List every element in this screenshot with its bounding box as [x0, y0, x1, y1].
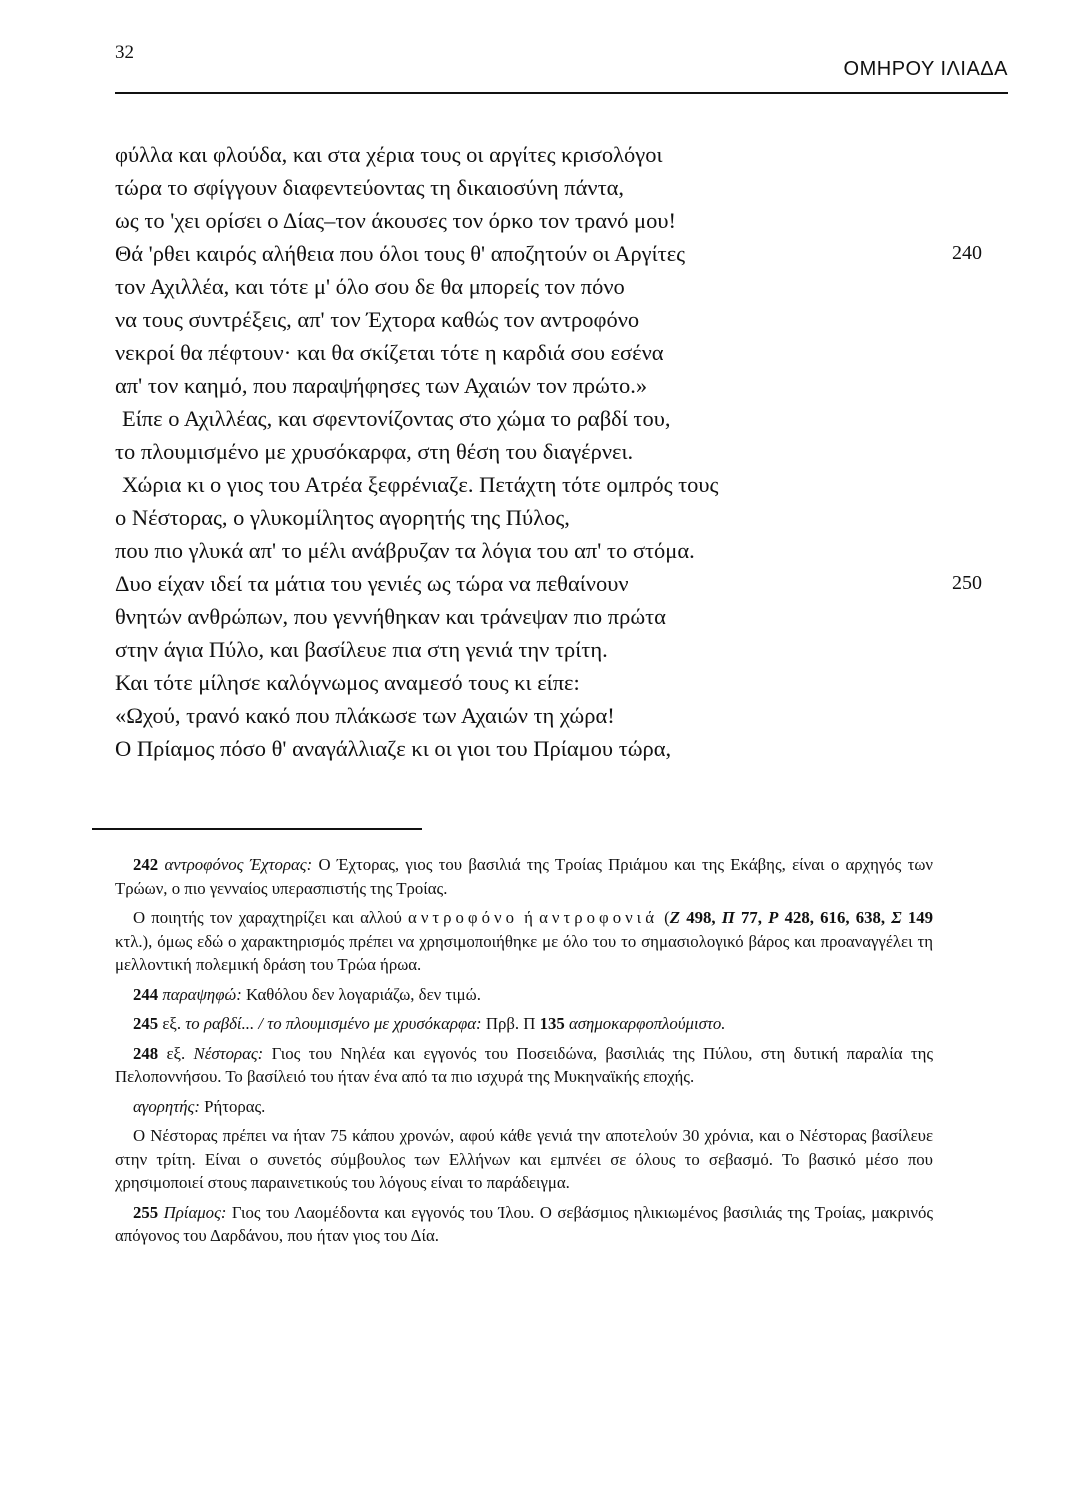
- verse-line: [115, 435, 1008, 468]
- running-title: ΟΜΗΡΟΥ ΙΛΙΑΔΑ: [843, 58, 1008, 80]
- footnote-text: εξ.: [158, 1014, 186, 1033]
- footnote-lemma: Πρίαμος:: [163, 1202, 227, 1222]
- footnote-rule: [92, 828, 422, 830]
- footnote-ref: 245: [133, 1014, 159, 1033]
- book-ref: Ζ: [669, 908, 681, 927]
- footnotes: [115, 853, 933, 1254]
- book-ref: Σ: [891, 908, 902, 927]
- verse-line-text: θνητών ανθρώπων, που γεννήθηκαν και τράνεψαν πιο πρώτα: [115, 604, 666, 629]
- footnote-text: εξ.: [158, 1043, 194, 1063]
- line-number: 250: [952, 572, 982, 594]
- verse-ref: 149: [901, 908, 934, 927]
- verse-ref: 428, 616, 638,: [778, 908, 892, 927]
- verse-line: [115, 237, 1008, 270]
- footnote-248-continued: [115, 1124, 933, 1195]
- verse-line: [115, 699, 1008, 732]
- verse-line: [115, 270, 1008, 303]
- footnote-text: ή: [517, 908, 540, 927]
- page-number: 32: [115, 42, 134, 63]
- verse-line: [115, 204, 1008, 237]
- verse-ref: 498,: [680, 908, 722, 927]
- verse-line-text: τον Αχιλλέα, και τότε μ' όλο σου δε θα μπορείς τον πόνο: [115, 274, 625, 299]
- verse-line-text: τώρα το σφίγγουν διαφεντεύοντας τη δικαιοσύνη πάντα,: [115, 175, 625, 200]
- footnote-ref: 242: [133, 855, 159, 874]
- footnote-text: Ρήτορας.: [199, 1096, 266, 1116]
- verse-line: [115, 369, 1008, 402]
- verse-line-text: Ο Πρίαμος πόσο θ' αναγάλλιαζε κι οι γιοι του Πρίαμου τώρα,: [115, 736, 672, 761]
- verse-line-text: Δυο είχαν ιδεί τα μάτια του γενιές ως τώρα να πεθαίνουν: [115, 571, 629, 596]
- footnote-lemma: παραψηφώ:: [162, 984, 242, 1004]
- footnote-248-agoritis: [115, 1095, 933, 1119]
- verse-line-text: ο Νέστορας, ο γλυκομίλητος αγορητής της Πύλος,: [115, 505, 570, 530]
- verse-ref: 77,: [734, 908, 769, 927]
- footnote-text: Ο Νέστορας πρέπει να ήταν 75 κάπου χρονών, αφού κάθε γενιά την αποτελούν 30 χρόνια, και ο Νέστορας βασίλευε στην τρίτη. Είναι ο συνετός σύμβουλος των Ελλήνων και εμπνέει σε όλους το σεβασμό. Το βασικό μέσο που χρησιμοποιεί στους παραινετικούς του λόγους είναι το παράδειγμα.: [115, 1126, 933, 1192]
- verse-line: [115, 303, 1008, 336]
- verse-line: [115, 567, 1008, 600]
- verse-ref: 135: [539, 1014, 565, 1033]
- footnote-245: [115, 1012, 933, 1036]
- footnote-lemma: Νέστορας:: [193, 1043, 264, 1063]
- verse-line: [115, 138, 1008, 171]
- verse-line-text: που πιο γλυκά απ' το μέλι ανάβρυζαν τα λόγια του απ' το στόμα.: [115, 538, 695, 563]
- footnote-ref: 248: [133, 1043, 159, 1063]
- footnote-text: κτλ.), όμως εδώ ο χαρακτηρισμός πρέπει να χρησιμοποιήθηκε με όλο του το σημασιολογικό βάρος και προαναγγέλει τη μελλοντική πολεμική δράση του Τρώα ήρωα.: [115, 931, 933, 974]
- footnote-248: [115, 1042, 933, 1089]
- footnote-spaced-word: αντροφονιά: [539, 908, 658, 927]
- verse-line-text: Και τότε μίλησε καλόγνωμος αναμεσό τους κι είπε:: [115, 670, 580, 695]
- book-ref: Ρ: [768, 908, 779, 927]
- footnote-text: Ο ποιητής τον χαραχτηρίζει και αλλού: [133, 908, 409, 927]
- footnote-text: (: [657, 908, 670, 927]
- footnote-text: Γιος του Λαομέδοντα και εγγονός του Ίλου. Ο σεβάσμιος ηλικιωμένος βασιλιάς της Τροίας, μακρινός απόγονος του Δαρδάνου, που ήταν γιος του Δία.: [115, 1202, 933, 1245]
- footnote-lemma: ασημοκαρφοπλούμιστο.: [564, 1014, 726, 1033]
- footnote-spaced-word: αντροφόνο: [408, 908, 518, 927]
- verse-line-text: «Ωχού, τρανό κακό που πλάκωσε των Αχαιών τη χώρα!: [115, 703, 615, 728]
- line-number: 240: [952, 242, 982, 264]
- footnote-ref: 255: [133, 1202, 159, 1222]
- footnote-text: Πρβ. Π: [481, 1014, 540, 1033]
- verse-line: [115, 336, 1008, 369]
- book-ref: Π: [721, 908, 735, 927]
- verse-line-text: νεκροί θα πέφτουν· και θα σκίζεται τότε η καρδιά σου εσένα: [115, 340, 664, 365]
- verse-line: [115, 501, 1008, 534]
- verse-line: [115, 666, 1008, 699]
- footnote-242: [115, 853, 933, 900]
- footnote-lemma: αγορητής:: [133, 1096, 200, 1116]
- verse-line-text: ως το 'χει ορίσει ο Δίας–τον άκουσες τον όρκο τον τρανό μου!: [115, 208, 676, 233]
- verse-line-text: Χώρια κι ο γιος του Ατρέα ξεφρένιαζε. Πετάχτη τότε ομπρός τους: [122, 472, 719, 497]
- footnote-text: Γιος του Νηλέα και εγγονός του Ποσειδώνα, βασιλιάς της Πύλου, στη δυτική παραλία της Πελοποννήσου. Το βασίλειό του ήταν ένα από τα πιο ισχυρά της Μυκηναϊκής εποχής.: [115, 1043, 933, 1086]
- footnote-text: Ο Έχτορας, γιος του βασιλιά της Τροίας Πριάμου και της Εκάβης, είναι ο αρχηγός των Τρώων, ο πιο γενναίος υπερασπιστής της Τροίας.: [115, 855, 933, 898]
- footnote-ref: 244: [133, 984, 159, 1004]
- verse-line-text: Είπε ο Αχιλλέας, και σφεντονίζοντας στο χώμα το ραβδί του,: [122, 406, 671, 431]
- verse-line-text: απ' τον καημό, που παραψήφησες των Αχαιών τον πρώτο.»: [115, 373, 648, 398]
- verse-line: [115, 600, 1008, 633]
- footnote-255: [115, 1201, 933, 1248]
- verse-line: [115, 468, 1008, 501]
- verse-line-text: να τους συντρέξεις, απ' τον Έχτορα καθώς τον αντροφόνο: [115, 307, 640, 332]
- verse-line-text: φύλλα και φλούδα, και στα χέρια τους οι αργίτες κρισολόγοι: [115, 142, 663, 167]
- footnote-text: Καθόλου δεν λογαριάζω, δεν τιμώ.: [241, 984, 481, 1004]
- verse-line: [115, 534, 1008, 567]
- footnote-lemma: το ραβδί... / το πλουμισμένο με χρυσόκαρφα:: [185, 1014, 482, 1033]
- verse-line-text: το πλουμισμένο με χρυσόκαρφα, στη θέση του διαγέρνει.: [115, 439, 634, 464]
- verse-line-text: Θά 'ρθει καιρός αλήθεια που όλοι τους θ' αποζητούν οι Αργίτες: [115, 241, 686, 266]
- verse-line-text: στην άγια Πύλο, και βασίλευε πια στη γενιά την τρίτη.: [115, 637, 608, 662]
- header-rule: [115, 92, 1008, 94]
- footnote-lemma: αντροφόνος Έχτορας:: [164, 855, 313, 874]
- verse-line: [115, 633, 1008, 666]
- footnote-244: [115, 983, 933, 1007]
- verse-line: [115, 402, 1008, 435]
- footnote-242-continued: [115, 906, 933, 977]
- verse-line: [115, 732, 1008, 765]
- verse-text: [115, 138, 1008, 765]
- verse-line: [115, 171, 1008, 204]
